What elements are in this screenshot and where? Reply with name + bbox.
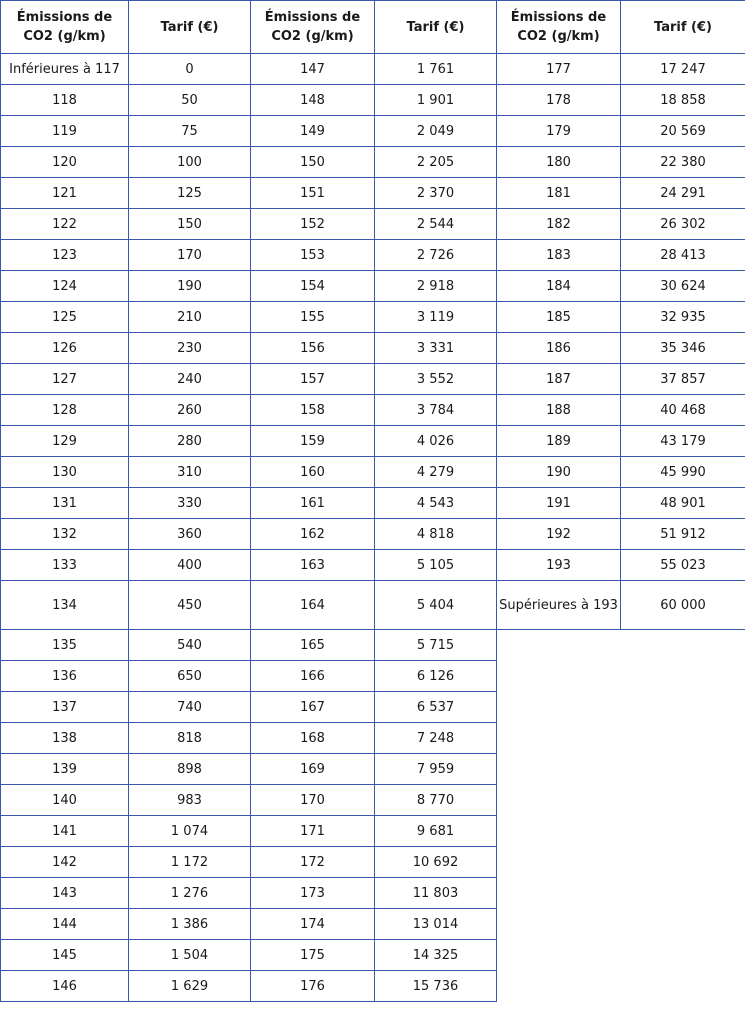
tarif-cell: 13 014 [375, 909, 497, 940]
emissions-cell: 187 [497, 364, 621, 395]
emissions-cell: 189 [497, 426, 621, 457]
header-row [1, 1, 745, 54]
table-row [1, 581, 745, 630]
table-row [1, 209, 745, 240]
tarif-cell: 1 074 [129, 816, 251, 847]
emissions-cell: 160 [251, 457, 375, 488]
emissions-cell: 147 [251, 54, 375, 85]
tarif-cell: 2 544 [375, 209, 497, 240]
tarif-cell: 4 026 [375, 426, 497, 457]
table-row [1, 754, 745, 785]
tarif-cell: 540 [129, 630, 251, 661]
header-emissions-2: Émissions de CO2 (g/km) [251, 1, 375, 54]
emissions-cell: 177 [497, 54, 621, 85]
emissions-cell: 120 [1, 147, 129, 178]
tarif-cell: 40 468 [621, 395, 745, 426]
empty-cell [497, 909, 745, 940]
table-row [1, 178, 745, 209]
table-row [1, 271, 745, 302]
emissions-cell: 132 [1, 519, 129, 550]
table-row [1, 116, 745, 147]
tarif-cell: 740 [129, 692, 251, 723]
table-row [1, 519, 745, 550]
emissions-cell: 139 [1, 754, 129, 785]
emissions-cell: 167 [251, 692, 375, 723]
emissions-cell: 168 [251, 723, 375, 754]
tarif-cell: 1 172 [129, 847, 251, 878]
emissions-cell: 180 [497, 147, 621, 178]
emissions-cell: 136 [1, 661, 129, 692]
emissions-cell: 169 [251, 754, 375, 785]
emissions-cell: 170 [251, 785, 375, 816]
emissions-cell: 181 [497, 178, 621, 209]
emissions-cell: 131 [1, 488, 129, 519]
header-emissions-3: Émissions de CO2 (g/km) [497, 1, 621, 54]
emissions-cell: 140 [1, 785, 129, 816]
table-row [1, 909, 745, 940]
table-row [1, 692, 745, 723]
emissions-cell: 127 [1, 364, 129, 395]
tarif-cell: 2 049 [375, 116, 497, 147]
emissions-cell: 119 [1, 116, 129, 147]
tarif-cell: 280 [129, 426, 251, 457]
tarif-cell: 1 629 [129, 971, 251, 1002]
emissions-cell: 155 [251, 302, 375, 333]
tarif-cell: 210 [129, 302, 251, 333]
tarif-cell: 43 179 [621, 426, 745, 457]
emissions-cell: 188 [497, 395, 621, 426]
emissions-cell: 157 [251, 364, 375, 395]
tarif-cell: 24 291 [621, 178, 745, 209]
emissions-cell: 164 [251, 581, 375, 630]
tarif-cell: 1 386 [129, 909, 251, 940]
emissions-cell: 149 [251, 116, 375, 147]
header-emissions-1: Émissions de CO2 (g/km) [1, 1, 129, 54]
emissions-cell: 163 [251, 550, 375, 581]
emissions-cell: 179 [497, 116, 621, 147]
emissions-cell: 174 [251, 909, 375, 940]
tarif-cell: 3 552 [375, 364, 497, 395]
tarif-cell: 310 [129, 457, 251, 488]
tarif-cell: 17 247 [621, 54, 745, 85]
emissions-cell: 153 [251, 240, 375, 271]
tarif-cell: 3 784 [375, 395, 497, 426]
empty-cell [497, 723, 745, 754]
table-row [1, 630, 745, 661]
tarif-cell: 9 681 [375, 816, 497, 847]
emissions-cell: 191 [497, 488, 621, 519]
emissions-cell: 133 [1, 550, 129, 581]
tarif-cell: 20 569 [621, 116, 745, 147]
empty-cell [497, 878, 745, 909]
empty-cell [497, 630, 745, 661]
emissions-cell: 152 [251, 209, 375, 240]
emissions-cell: 144 [1, 909, 129, 940]
table-row [1, 971, 745, 1002]
tarif-cell: 5 404 [375, 581, 497, 630]
emissions-cell: Inférieures à 117 [1, 54, 129, 85]
tarif-cell: 818 [129, 723, 251, 754]
emissions-cell: 124 [1, 271, 129, 302]
tarif-cell: 11 803 [375, 878, 497, 909]
tarif-cell: 400 [129, 550, 251, 581]
emissions-cell: 125 [1, 302, 129, 333]
tarif-cell: 260 [129, 395, 251, 426]
table-row [1, 54, 745, 85]
emissions-cell: 154 [251, 271, 375, 302]
emissions-cell: 172 [251, 847, 375, 878]
tarif-cell: 50 [129, 85, 251, 116]
table-row [1, 302, 745, 333]
tarif-cell: 0 [129, 54, 251, 85]
table-row [1, 847, 745, 878]
emissions-cell: 151 [251, 178, 375, 209]
emissions-cell: 146 [1, 971, 129, 1002]
tarif-cell: 28 413 [621, 240, 745, 271]
emissions-cell: 148 [251, 85, 375, 116]
tarif-cell: 1 761 [375, 54, 497, 85]
emissions-cell: 121 [1, 178, 129, 209]
emissions-cell: 182 [497, 209, 621, 240]
emissions-cell: Supérieures à 193 [497, 581, 621, 630]
emissions-cell: 142 [1, 847, 129, 878]
emissions-cell: 126 [1, 333, 129, 364]
empty-cell [497, 661, 745, 692]
emissions-cell: 138 [1, 723, 129, 754]
emissions-cell: 159 [251, 426, 375, 457]
table-row [1, 333, 745, 364]
tarif-cell: 2 370 [375, 178, 497, 209]
tarif-cell: 2 726 [375, 240, 497, 271]
tarif-cell: 330 [129, 488, 251, 519]
emissions-cell: 162 [251, 519, 375, 550]
emissions-cell: 143 [1, 878, 129, 909]
tarif-cell: 125 [129, 178, 251, 209]
tarif-cell: 6 537 [375, 692, 497, 723]
tarif-cell: 60 000 [621, 581, 745, 630]
empty-cell [497, 692, 745, 723]
emissions-cell: 193 [497, 550, 621, 581]
tarif-cell: 170 [129, 240, 251, 271]
emissions-cell: 183 [497, 240, 621, 271]
emissions-cell: 129 [1, 426, 129, 457]
tarif-cell: 4 543 [375, 488, 497, 519]
table-row [1, 723, 745, 754]
tarif-cell: 8 770 [375, 785, 497, 816]
emissions-cell: 161 [251, 488, 375, 519]
emissions-cell: 185 [497, 302, 621, 333]
table-row [1, 940, 745, 971]
emissions-cell: 141 [1, 816, 129, 847]
emissions-cell: 128 [1, 395, 129, 426]
emissions-cell: 176 [251, 971, 375, 1002]
emissions-cell: 150 [251, 147, 375, 178]
tarif-cell: 7 959 [375, 754, 497, 785]
empty-cell [497, 785, 745, 816]
emissions-cell: 173 [251, 878, 375, 909]
tarif-cell: 4 279 [375, 457, 497, 488]
empty-cell [497, 971, 745, 1002]
tarif-cell: 2 918 [375, 271, 497, 302]
tarif-cell: 75 [129, 116, 251, 147]
tarif-cell: 48 901 [621, 488, 745, 519]
emissions-cell: 166 [251, 661, 375, 692]
emissions-cell: 123 [1, 240, 129, 271]
tarif-cell: 22 380 [621, 147, 745, 178]
emissions-cell: 156 [251, 333, 375, 364]
tarif-cell: 450 [129, 581, 251, 630]
emissions-cell: 130 [1, 457, 129, 488]
table-row [1, 395, 745, 426]
tarif-cell: 18 858 [621, 85, 745, 116]
tarif-cell: 45 990 [621, 457, 745, 488]
tarif-cell: 3 119 [375, 302, 497, 333]
table-row [1, 785, 745, 816]
tarif-cell: 10 692 [375, 847, 497, 878]
emissions-cell: 171 [251, 816, 375, 847]
table-row [1, 240, 745, 271]
emissions-cell: 135 [1, 630, 129, 661]
tarif-cell: 15 736 [375, 971, 497, 1002]
empty-cell [497, 754, 745, 785]
emissions-cell: 184 [497, 271, 621, 302]
table-row [1, 550, 745, 581]
emissions-cell: 158 [251, 395, 375, 426]
emissions-cell: 178 [497, 85, 621, 116]
tarif-cell: 55 023 [621, 550, 745, 581]
table-row [1, 816, 745, 847]
table-row [1, 457, 745, 488]
tarif-cell: 1 901 [375, 85, 497, 116]
tarif-cell: 650 [129, 661, 251, 692]
header-tarif-1: Tarif (€) [129, 1, 251, 54]
emissions-cell: 175 [251, 940, 375, 971]
tarif-cell: 32 935 [621, 302, 745, 333]
tarif-cell: 100 [129, 147, 251, 178]
emissions-cell: 145 [1, 940, 129, 971]
empty-cell [497, 847, 745, 878]
emissions-cell: 186 [497, 333, 621, 364]
tarif-cell: 360 [129, 519, 251, 550]
tarif-cell: 35 346 [621, 333, 745, 364]
tarif-cell: 14 325 [375, 940, 497, 971]
tarif-cell: 3 331 [375, 333, 497, 364]
emissions-cell: 137 [1, 692, 129, 723]
table-row [1, 878, 745, 909]
table-row [1, 426, 745, 457]
empty-cell [497, 940, 745, 971]
tarif-cell: 190 [129, 271, 251, 302]
emissions-cell: 192 [497, 519, 621, 550]
tarif-cell: 1 504 [129, 940, 251, 971]
tarif-cell: 898 [129, 754, 251, 785]
tarif-cell: 30 624 [621, 271, 745, 302]
tarif-cell: 5 715 [375, 630, 497, 661]
table-row [1, 488, 745, 519]
tarif-cell: 37 857 [621, 364, 745, 395]
tarif-cell: 4 818 [375, 519, 497, 550]
emissions-cell: 118 [1, 85, 129, 116]
tarif-cell: 983 [129, 785, 251, 816]
tarif-cell: 7 248 [375, 723, 497, 754]
table-row [1, 364, 745, 395]
header-tarif-3: Tarif (€) [621, 1, 745, 54]
header-tarif-2: Tarif (€) [375, 1, 497, 54]
tarif-cell: 6 126 [375, 661, 497, 692]
emissions-cell: 134 [1, 581, 129, 630]
emissions-cell: 122 [1, 209, 129, 240]
empty-cell [497, 816, 745, 847]
tarif-cell: 1 276 [129, 878, 251, 909]
table-row [1, 85, 745, 116]
tarif-cell: 230 [129, 333, 251, 364]
table-row [1, 661, 745, 692]
emissions-cell: 190 [497, 457, 621, 488]
tarif-cell: 150 [129, 209, 251, 240]
table-body [1, 54, 745, 1002]
tarif-cell: 51 912 [621, 519, 745, 550]
emissions-cell: 165 [251, 630, 375, 661]
tarif-cell: 26 302 [621, 209, 745, 240]
table-row [1, 147, 745, 178]
tarif-cell: 240 [129, 364, 251, 395]
tarif-cell: 5 105 [375, 550, 497, 581]
tarif-cell: 2 205 [375, 147, 497, 178]
